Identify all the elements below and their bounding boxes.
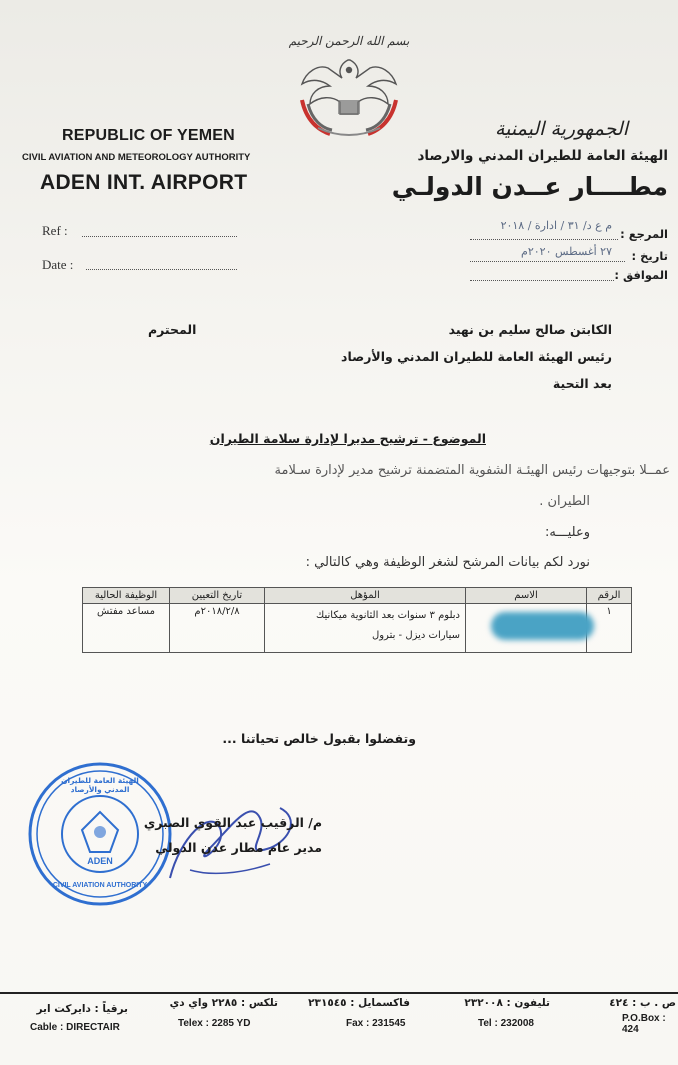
cell-number: ١ — [587, 604, 632, 653]
republic-en: REPUBLIC OF YEMEN — [62, 127, 235, 144]
corresponding-label-ar: الموافق : — [614, 268, 668, 282]
ref-line-ar — [470, 238, 618, 240]
addressee-name: الكابتن صالح سليم بن نهيد — [448, 322, 612, 337]
col-name: الاسم — [466, 588, 587, 604]
republic-ar: الجمهورية اليمنية — [494, 118, 628, 140]
bismillah: بسم الله الرحمن الرحيم — [288, 34, 410, 48]
authority-ar: الهيئة العامة للطيران المدني والارصاد — [417, 148, 668, 164]
date-line — [86, 268, 237, 270]
col-qualification: المؤهل — [265, 588, 466, 604]
airport-ar: مطــــار عــدن الدولـي — [391, 172, 668, 201]
stamp-arabic-text: الهيئة العامة للطيران المدني والأرصاد — [61, 776, 139, 794]
greeting: بعد التحية — [552, 376, 612, 391]
footer-phone-ar: تليفون : ٢٣٢٠٠٨ — [464, 997, 550, 1009]
ref-label-ar: المرجع : — [620, 227, 668, 241]
col-number: الرقم — [587, 588, 632, 604]
footer-cable-en: Cable : DIRECTAIR — [30, 1022, 120, 1033]
cell-qualification — [265, 604, 466, 653]
footer-divider — [0, 992, 678, 994]
cell-hire-date: ٢٠١٨/٢/٨م — [170, 604, 265, 653]
signature-scribble-icon — [150, 778, 310, 898]
stamp-english-text: CIVIL AVIATION AUTHORITY — [52, 882, 148, 889]
qualification-line-1: دبلوم ٣ سنوات بعد الثانوية ميكانيك — [316, 610, 460, 621]
footer-fax-ar: فاكسمايل : ٢٣١٥٤٥ — [308, 997, 410, 1009]
body-line-2: الطيران . — [539, 494, 590, 509]
col-current-job: الوظيفة الحالية — [83, 588, 170, 604]
corresponding-line-ar — [470, 279, 614, 281]
footer-pobox-en: P.O.Box : 424 — [622, 1013, 666, 1035]
footer-telex-ar: تلكس : ٢٢٨٥ واي دي — [169, 997, 278, 1009]
ref-label: Ref : — [42, 223, 68, 238]
eagle-icon — [288, 50, 410, 140]
closing-line: وتفضلوا بقبول خالص تحياتنا ... — [222, 731, 416, 746]
subject-line: الموضوع - ترشيح مديرا لإدارة سلامة الطيران — [209, 431, 486, 446]
addressee-honorific: المحترم — [148, 322, 197, 337]
footer-telex-en: Telex : 2285 YD — [178, 1018, 251, 1029]
date-value-handwritten: ٢٧ أغسطس ٢٠٢٠م — [521, 245, 612, 258]
addressee-title: رئيس الهيئة العامة للطيران المدني والأرصاد — [341, 349, 612, 364]
body-line-1: عمــلا بتوجيهات رئيس الهيئـة الشفوية المتضمنة ترشيح مدير لإدارة سـلامة — [274, 463, 670, 478]
date-label-ar: تاريخ : — [631, 249, 668, 263]
yemen-emblem — [288, 30, 410, 135]
redaction-blur — [491, 612, 594, 640]
footer-phone-en: Tel : 232008 — [478, 1018, 534, 1029]
signatory-title: مدير عام مطار عدن الدولي — [155, 840, 322, 855]
date-line-ar — [470, 260, 625, 262]
footer-cable-ar: برقياً : دايركت اير — [36, 1003, 128, 1015]
qualification-line-2: سيارات ديزل - بترول — [371, 630, 460, 641]
footer-fax-en: Fax : 231545 — [346, 1018, 406, 1029]
airport-en: ADEN INT. AIRPORT — [40, 171, 248, 194]
body-line-4: نورد لكم بيانات المرشح لشغر الوظيفة وهي كالتالي : — [305, 555, 590, 570]
body-line-3: وعليـــه: — [544, 525, 590, 540]
cell-current-job: مساعد مفتش — [83, 604, 170, 653]
table-header-row — [83, 588, 632, 604]
ref-line — [82, 235, 237, 237]
date-label: Date : — [42, 257, 74, 272]
ref-value-handwritten: م ع د/ ٣١ / ادارة / ٢٠١٨ — [500, 219, 612, 232]
stamp-center-text: ADEN — [87, 856, 113, 866]
footer-pobox-ar: ص . ب : ٤٢٤ — [609, 997, 676, 1009]
col-hire-date: تاريخ التعيين — [170, 588, 265, 604]
signatory-name: م/ الرقيب عبد القوي الصبري — [143, 815, 322, 830]
authority-en: CIVIL AVIATION AND METEOROLOGY AUTHORITY — [22, 152, 251, 163]
